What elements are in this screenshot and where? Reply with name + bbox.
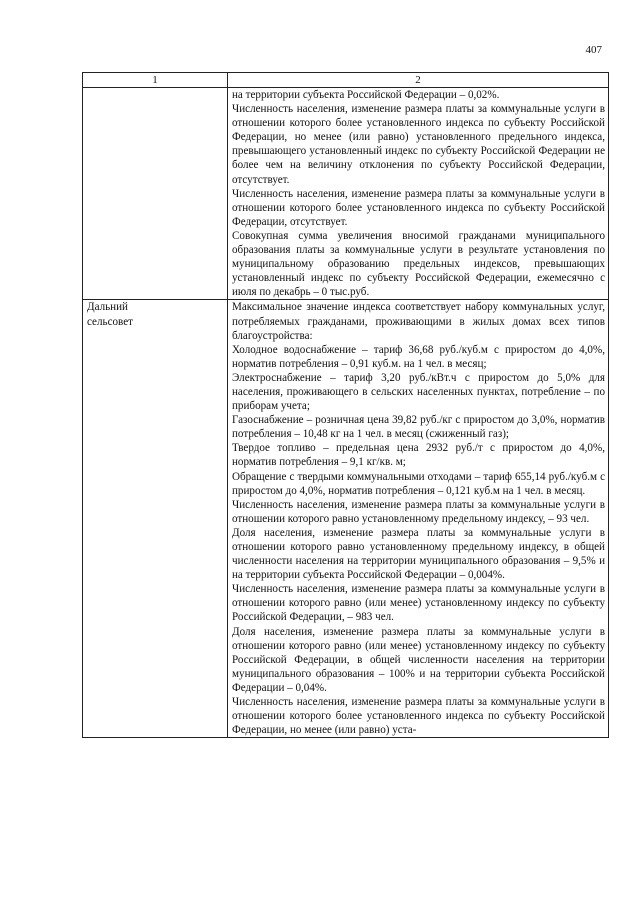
column-header-2: 2: [228, 73, 609, 88]
paragraph: Твердое топливо – предельная цена 2932 руб./т с приростом до 4,0%, норматив потребления – 9,1 кг/кв. м;: [232, 442, 605, 469]
table-header-row: [83, 73, 609, 88]
municipality-type: сельсовет: [87, 315, 133, 328]
paragraph: Численность населения, изменение размера платы за коммунальные услуги в отношении которого более установленного индекса по субъекту Российской Федерации, отсутствует.: [232, 187, 605, 228]
paragraph: Совокупная сумма увеличения вносимой гражданами муниципального образования платы за коммунальные услуги в результате установления по муниципальному образованию предельных индексов, превышающих установленный индекс по субъекту Российской Федерации, ежемесячно с июля по декабрь – 0 тыс.руб.: [232, 229, 605, 299]
paragraph: Численность населения, изменение размера платы за коммунальные услуги в отношении которого равно (или менее) установленному индексу по субъекту Российской Федерации, – 983 чел.: [232, 583, 605, 624]
description-cell: [228, 300, 609, 738]
paragraph: Обращение с твердыми коммунальными отходами – тариф 655,14 руб./куб.м с приростом до 4,0%, норматив потребления – 0,121 куб.м на 1 чел. в месяц.: [232, 470, 605, 497]
municipality-name: Дальний: [87, 301, 128, 314]
municipality-cell: [83, 300, 228, 738]
description-cell: [228, 88, 609, 300]
paragraph: Газоснабжение – розничная цена 39,82 руб./кг с приростом до 3,0%, норматив потребления – 10,48 кг на 1 чел. в месяц (сжиженный газ);: [232, 414, 605, 441]
table-row: [83, 88, 609, 300]
paragraph: Максимальное значение индекса соответствует набору коммунальных услуг, потребляемых гражданами, проживающими в жилых домах всех типов благоустройства:: [232, 301, 605, 342]
document-table: [82, 72, 609, 738]
paragraph: Численность населения, изменение размера платы за коммунальные услуги в отношении которого более установленного индекса по субъекту Российской Федерации, но менее (или равно) уста-: [232, 696, 605, 737]
paragraph: Доля населения, изменение размера платы за коммунальные услуги в отношении которого равно установленному предельному индексу, в общей численности населения на территории муниципального образования – 9,5% и на территории субъекта Российской Федерации – 0,004%.: [232, 526, 605, 582]
paragraph: Численность населения, изменение размера платы за коммунальные услуги в отношении которого равно установленному предельному индексу, – 93 чел.: [232, 498, 605, 525]
paragraph: на территории субъекта Российской Федерации – 0,02%.: [232, 89, 500, 101]
page-number: 407: [585, 44, 602, 56]
paragraph: Численность населения, изменение размера платы за коммунальные услуги в отношении которого более установленного индекса по субъекту Российской Федерации, но менее (или равно) установленного предельного индекса, превышающего установленный индекс по субъекту Российской Федерации не более чем на величину отклонения по субъекту Российской Федерации, отсутствует.: [232, 103, 605, 186]
paragraph: Доля населения, изменение размера платы за коммунальные услуги в отношении которого равно (или менее) установленному индексу по субъекту Российской Федерации, в общей численности населения на территории муниципального образования – 100% и на территории субъекта Российской Федерации – 0,04%.: [232, 625, 605, 694]
paragraph: Холодное водоснабжение – тариф 36,68 руб./куб.м с приростом до 4,0%, норматив потребления – 0,91 куб.м. на 1 чел. в месяц;: [232, 343, 605, 370]
column-header-1: 1: [83, 73, 228, 88]
table-row: [83, 300, 609, 738]
municipality-cell: [83, 88, 228, 300]
paragraph: Электроснабжение – тариф 3,20 руб./кВт.ч с приростом до 5,0% для населения, проживающего в сельских населенных пунктах, потребление – по приборам учета;: [232, 371, 605, 413]
